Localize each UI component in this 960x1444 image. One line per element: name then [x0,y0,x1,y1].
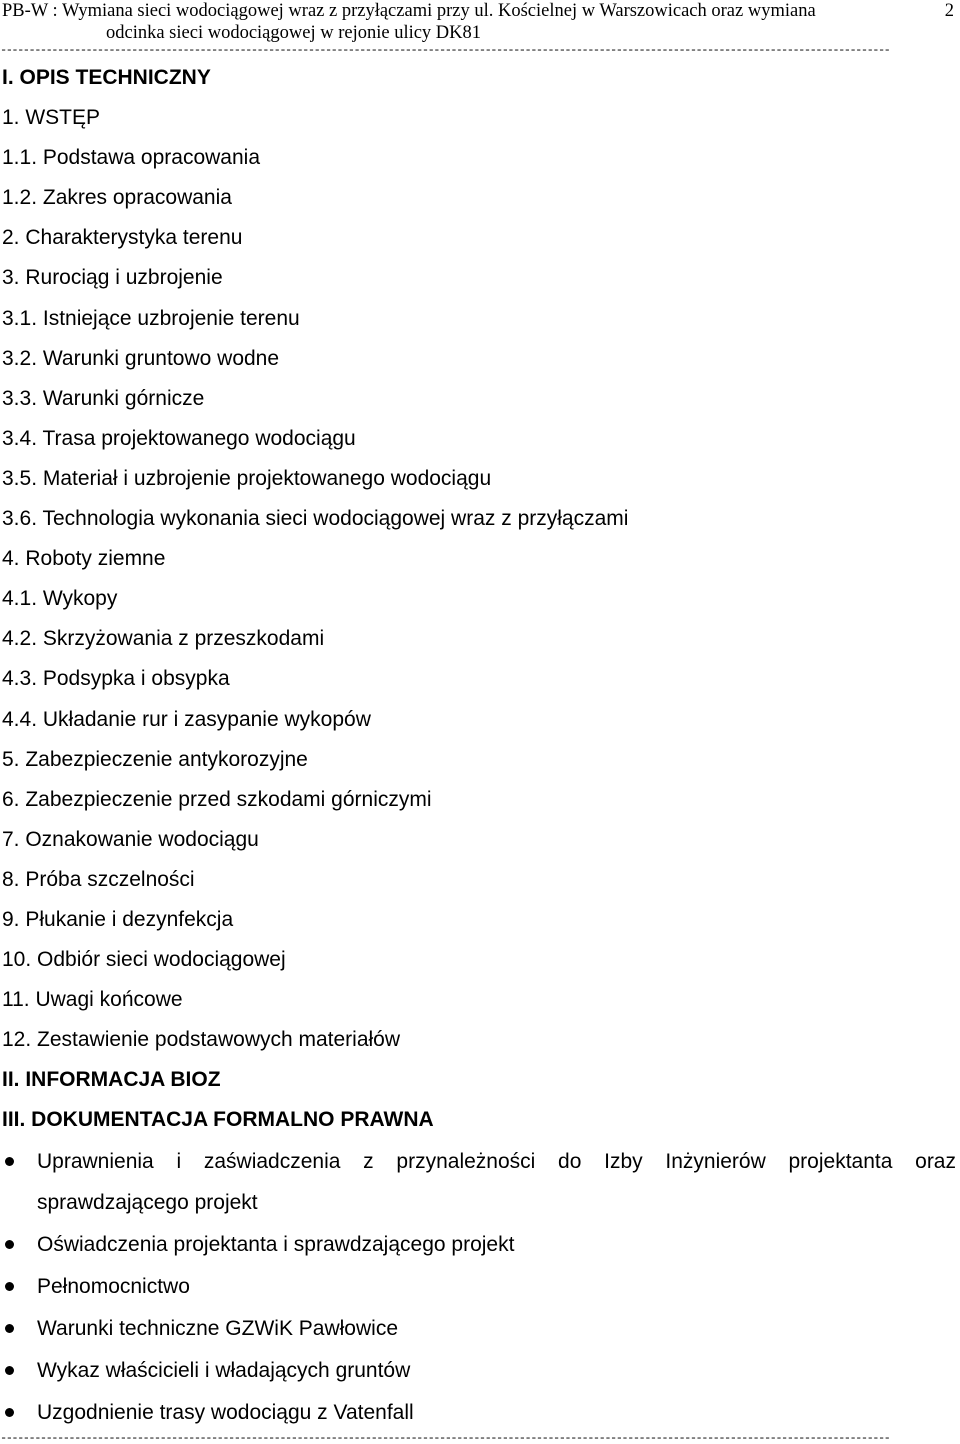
page-number: 2 [944,1,954,21]
toc-item: 3.2. Warunki gruntowo wodne [2,346,280,370]
bullet-text: Wykaz właścicieli i władających gruntów [37,1359,411,1382]
bullet-item [0,1308,960,1349]
bullet-item [0,1350,960,1391]
toc-item: 12. Zestawienie podstawowych materiałów [2,1028,401,1052]
toc-item: 3.6. Technologia wykonania sieci wodociągowej wraz z przyłączami [2,507,629,531]
toc-item: I. OPIS TECHNICZNY [2,66,211,89]
bullet-item [0,1266,960,1307]
toc-item: II. INFORMACJA BIOZ [2,1068,221,1092]
table-of-contents [0,58,960,1141]
bullet-dot-icon [5,1324,14,1333]
header-title-line1: PB-W : Wymiana sieci wodociągowej wraz z przyłączami przy ul. Kościelnej w Warszowicach oraz wymiana [2,1,816,21]
toc-item: 2. Charakterystyka terenu [2,226,243,250]
header-title [2,0,902,44]
bullet-dot-icon [5,1408,14,1417]
bullet-item [0,1392,960,1433]
toc-item: 4.3. Podsypka i obsypka [2,667,230,691]
footer-rule: ------------------------------------------------------------------------------------------------------------------------------------------------------------ [0,1432,890,1444]
bullet-item [0,1141,960,1223]
bullet-text: Uzgodnienie trasy wodociągu z Vatenfall [37,1401,414,1424]
toc-item: 11. Uwagi końcowe [2,988,183,1012]
toc-item: 3.4. Trasa projektowanego wodociągu [2,426,356,450]
toc-item: 4. Roboty ziemne [2,547,166,571]
bullet-dot-icon [5,1157,14,1166]
toc-item: 7. Oznakowanie wodociągu [2,827,259,851]
bullet-text: Pełnomocnictwo [37,1275,190,1298]
toc-item: 1. WSTĘP [2,106,101,130]
document-content [0,58,960,1141]
bullet-dot-icon [5,1282,14,1291]
toc-item: 3. Rurociąg i uzbrojenie [2,266,223,290]
header-title-line2: odcinka sieci wodociągowej w rejonie ulicy DK81 [106,23,482,43]
bullet-item [0,1224,960,1265]
formal-documents-list [0,1141,960,1434]
bullet-text: Warunki techniczne GZWiK Pawłowice [37,1317,398,1340]
toc-item: 3.5. Materiał i uzbrojenie projektowanego wodociągu [2,466,492,490]
toc-item: III. DOKUMENTACJA FORMALNO PRAWNA [2,1108,434,1132]
toc-item: 5. Zabezpieczenie antykorozyjne [2,747,308,771]
toc-item: 3.3. Warunki górnicze [2,386,205,410]
toc-item: 4.4. Układanie rur i zasypanie wykopów [2,707,371,731]
header-rule: ------------------------------------------------------------------------------------------------------------------------------------------------------------ [0,44,890,56]
toc-item: 1.1. Podstawa opracowania [2,146,260,170]
toc-item: 4.2. Skrzyżowania z przeszkodami [2,627,325,651]
toc-item: 6. Zabezpieczenie przed szkodami górniczymi [2,787,432,811]
bullet-dot-icon [5,1240,14,1249]
toc-item: 9. Płukanie i dezynfekcja [2,907,234,931]
bullet-text: Oświadczenia projektanta i sprawdzającego projekt [37,1233,515,1256]
toc-item: 8. Próba szczelności [2,867,195,891]
bullet-text: Uprawnienia i zaświadczenia z przynależności do Izby Inżynierów projektanta oraz sprawdzającego projekt [37,1150,956,1214]
bullet-dot-icon [5,1366,14,1375]
toc-item: 4.1. Wykopy [2,587,118,611]
toc-item: 10. Odbiór sieci wodociągowej [2,948,286,972]
toc-item: 1.2. Zakres opracowania [2,186,232,210]
toc-item: 3.1. Istniejące uzbrojenie terenu [2,306,300,330]
